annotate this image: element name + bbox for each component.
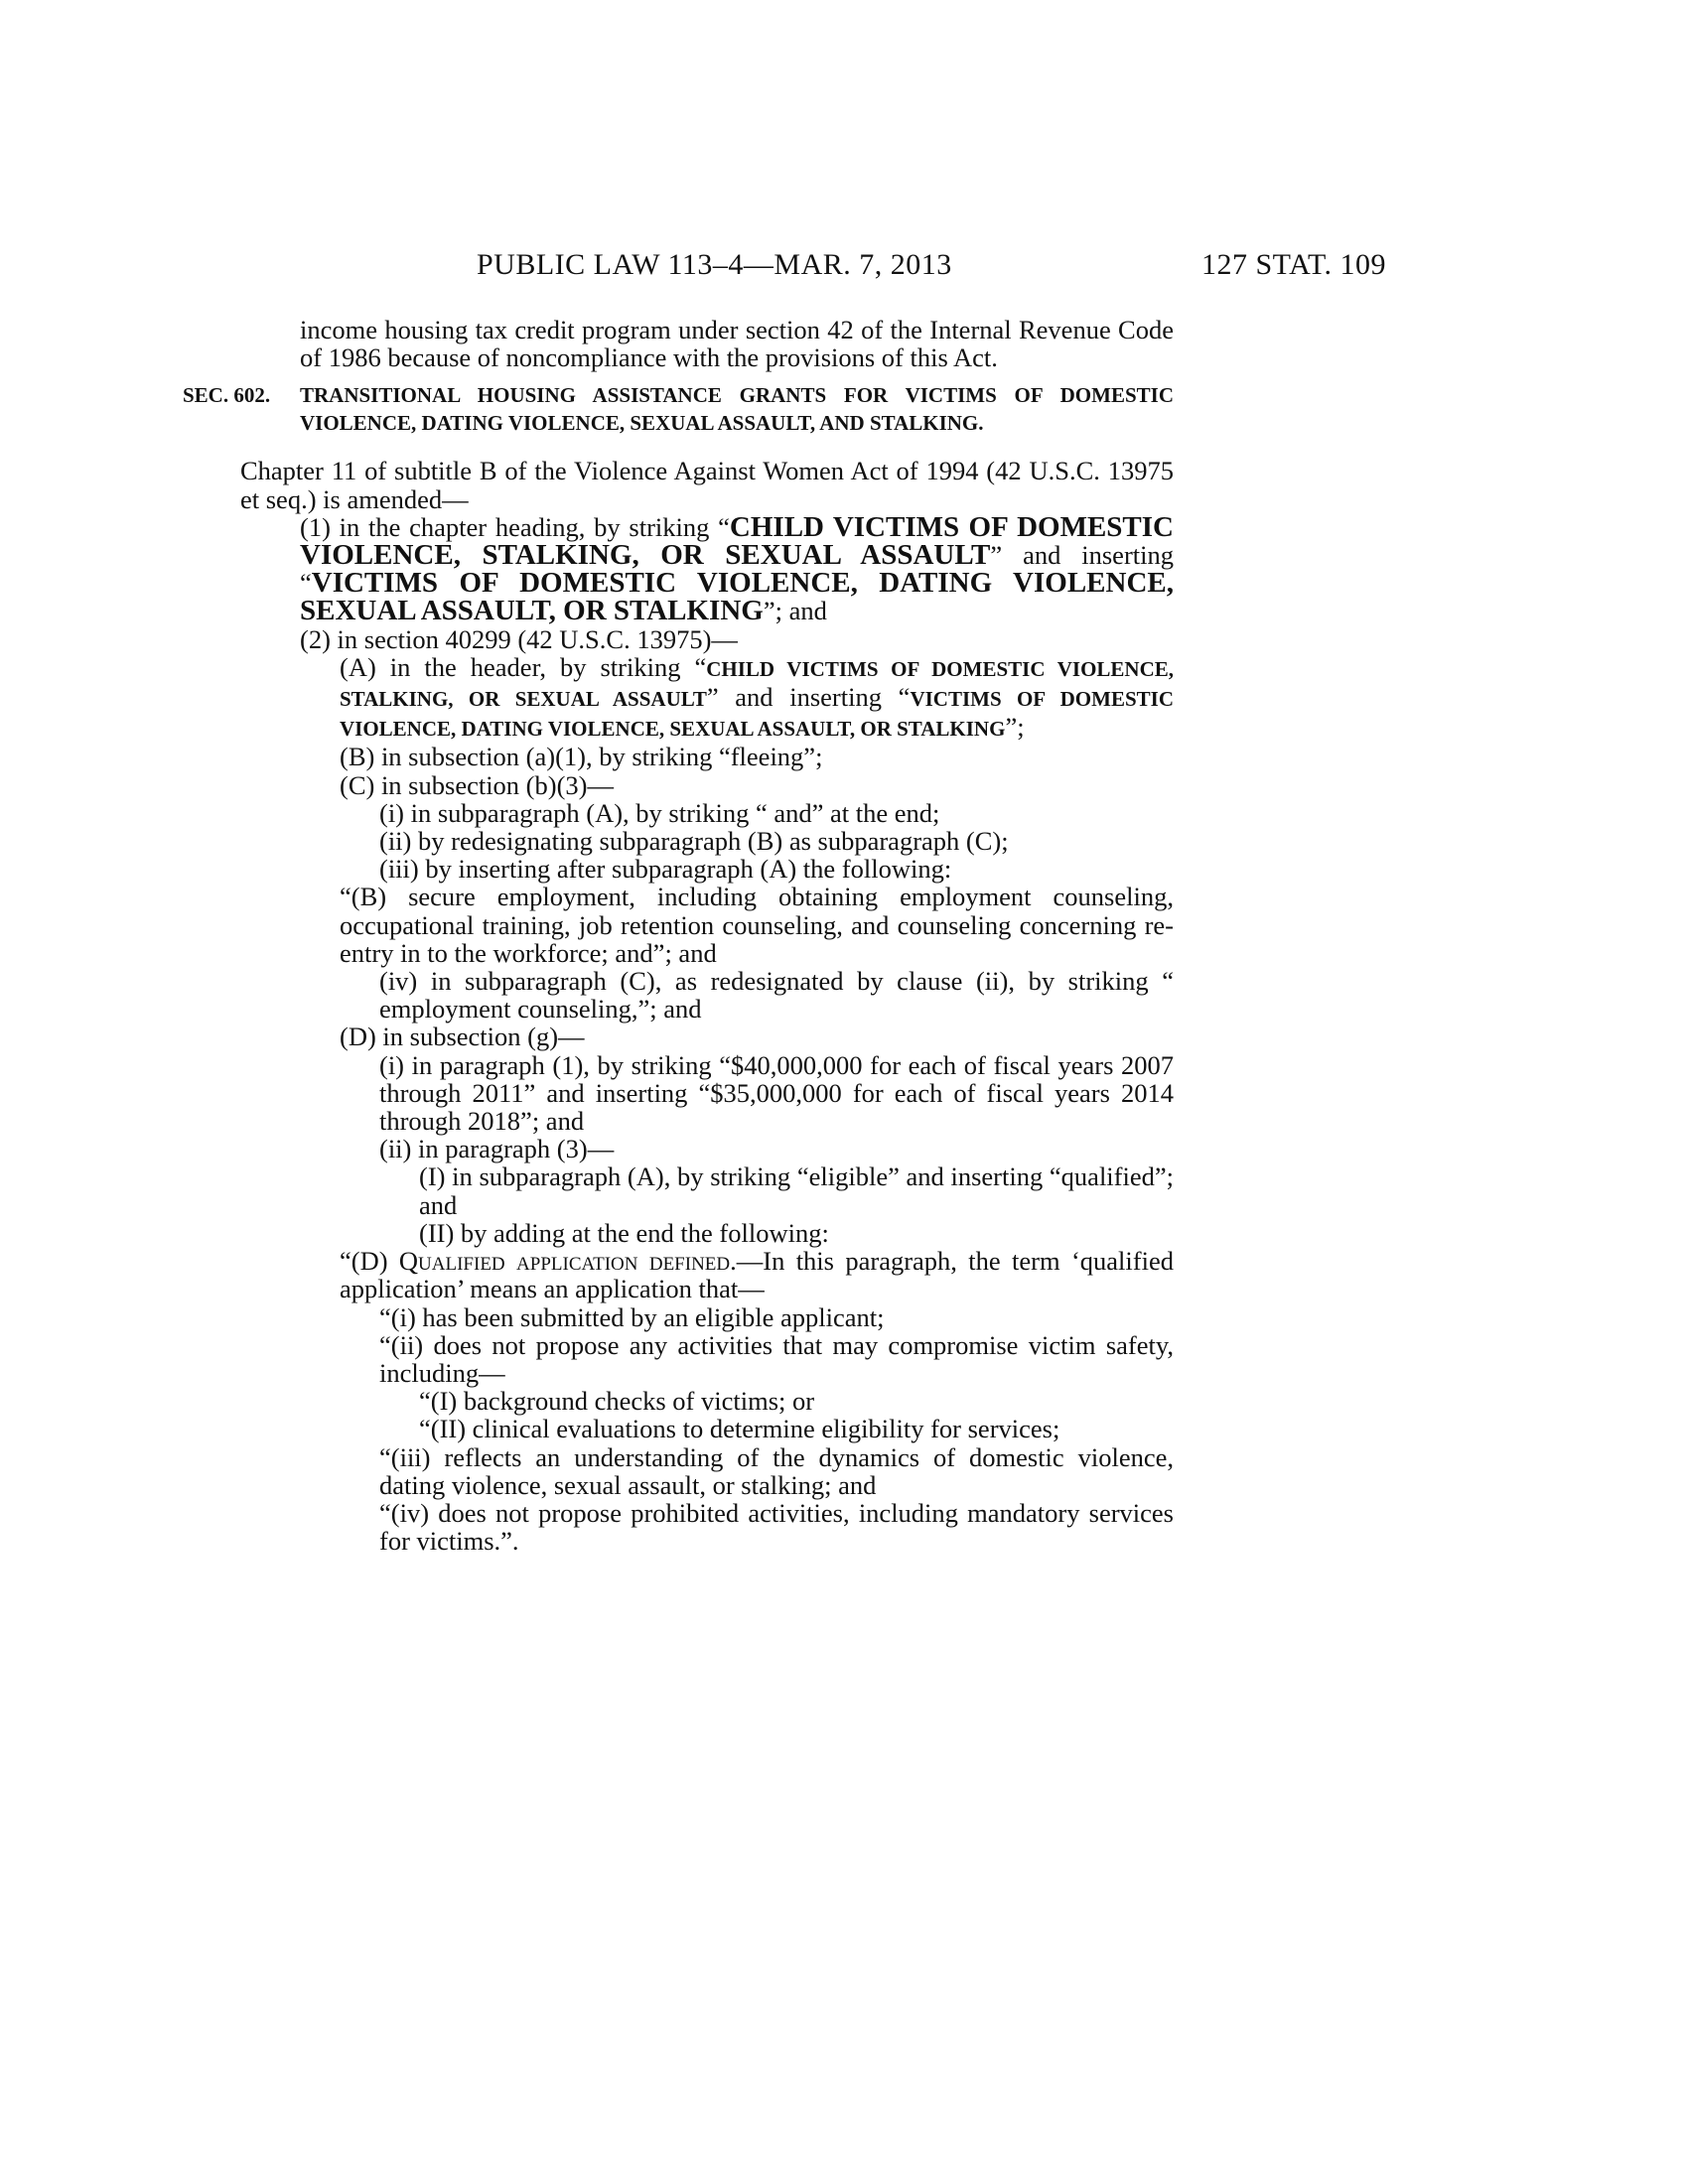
document-body xyxy=(183,315,1175,1557)
section-heading xyxy=(183,381,1176,437)
item-D: (D) in subsection (g)— xyxy=(340,1022,585,1052)
running-head: PUBLIC LAW 113–4—MAR. 7, 2013 xyxy=(477,248,952,281)
item-A-inserted-header: VICTIMS OF DOMESTIC VIOLENCE, DATING VIOLENCE, SEXUAL ASSAULT, OR STALKING xyxy=(340,687,1174,742)
item-D-i: (i) in paragraph (1), by striking “$40,000,000 for each of fiscal years 2007 through 2011” and inserting “$35,000,000 for each of fiscal years 2014 through 2018”; and xyxy=(379,1049,1174,1137)
paragraph-continuation: income housing tax credit program under section 42 of the Internal Revenue Code of 1986 because of noncompliance with the provisions of this Act. xyxy=(300,315,1174,373)
quoted-subclause-I: “(I) background checks of victims; or xyxy=(419,1386,815,1417)
item-1-text-a: (1) in the chapter heading, by striking “ xyxy=(300,511,730,542)
page-header xyxy=(0,248,1688,288)
quoted-clause-iv: “(iv) does not propose prohibited activities, including mandatory services for victims.”. xyxy=(379,1497,1174,1557)
item-A-text-e: ”; xyxy=(1005,712,1025,743)
item-1 xyxy=(240,510,1175,627)
quoted-subparagraph-D xyxy=(300,1247,1174,1302)
item-C-ii: (ii) by redesignating subparagraph (B) as subparagraph (C); xyxy=(379,826,1009,857)
item-A-text-c: ” and inserting “ xyxy=(706,682,911,713)
item-C-iv: (iv) in subparagraph (C), as redesignated by clause (ii), by striking “ employment counseling,”; and xyxy=(379,966,1174,1024)
quote-D-label: “(D) xyxy=(340,1246,399,1277)
item-1-text-c: ” and inserting “ xyxy=(300,540,1174,599)
item-1-struck-heading: CHILD VICTIMS OF DOMESTIC VIOLENCE, STALKING, OR SEXUAL ASSAULT xyxy=(300,510,1175,572)
item-A-text-a: (A) in the header, by striking “ xyxy=(340,651,707,682)
quoted-subclause-II: “(II) clinical evaluations to determine eligibility for services; xyxy=(419,1414,1060,1444)
item-C-iii: (iii) by inserting after subparagraph (A) the following: xyxy=(379,854,952,885)
item-C-i: (i) in subparagraph (A), by striking “ and” at the end; xyxy=(379,797,940,828)
item-A xyxy=(300,653,1174,744)
item-C: (C) in subsection (b)(3)— xyxy=(340,769,614,800)
section-title: TRANSITIONAL HOUSING ASSISTANCE GRANTS FOR VICTIMS OF DOMESTIC VIOLENCE, DATING VIOLENCE, SEXUAL ASSAULT, AND STALKING. xyxy=(300,383,1174,436)
item-2: (2) in section 40299 (42 U.S.C. 13975)— xyxy=(300,623,738,654)
quoted-clause-iii: “(iii) reflects an understanding of the dynamics of domestic violence, dating violence, sexual assault, or stalking; and xyxy=(379,1441,1174,1500)
quoted-clause-i: “(i) has been submitted by an eligible applicant; xyxy=(379,1301,885,1332)
quote-D-text: .—In this paragraph, the term ‘qualified application’ means an application that— xyxy=(340,1246,1174,1304)
section-number: SEC. 602. xyxy=(183,383,271,408)
item-1-inserted-heading: VICTIMS OF DOMESTIC VIOLENCE, DATING VIOLENCE, SEXUAL ASSAULT, OR STALKING xyxy=(300,567,1174,627)
quote-D-heading: Qualified application defined xyxy=(398,1246,731,1277)
item-B: (B) in subsection (a)(1), by striking “fleeing”; xyxy=(340,742,823,772)
quoted-subparagraph-B: “(B) secure employment, including obtaining employment counseling, occupational training, job retention counseling, and counseling concerning re-entry in to the workforce; and”; and xyxy=(340,882,1174,968)
item-D-ii-II: (II) by adding at the end the following: xyxy=(419,1217,829,1248)
item-D-ii-I: (I) in subparagraph (A), by striking “eligible” and inserting “qualified”; and xyxy=(419,1161,1174,1220)
page-stat-number: 127 STAT. 109 xyxy=(1201,248,1387,281)
section-intro xyxy=(240,457,1174,512)
item-D-ii: (ii) in paragraph (3)— xyxy=(379,1134,615,1164)
item-A-struck-header: CHILD VICTIMS OF DOMESTIC VIOLENCE, STALKING, OR SEXUAL ASSAULT xyxy=(340,656,1175,712)
item-1-text-e: ”; and xyxy=(763,596,827,626)
intro-text: Chapter 11 of subtitle B of the Violence Against Women Act of 1994 (42 U.S.C. 13975 et seq.) is amended— xyxy=(240,456,1174,514)
quoted-clause-ii: “(ii) does not propose any activities that may compromise victim safety, including— xyxy=(379,1329,1174,1388)
